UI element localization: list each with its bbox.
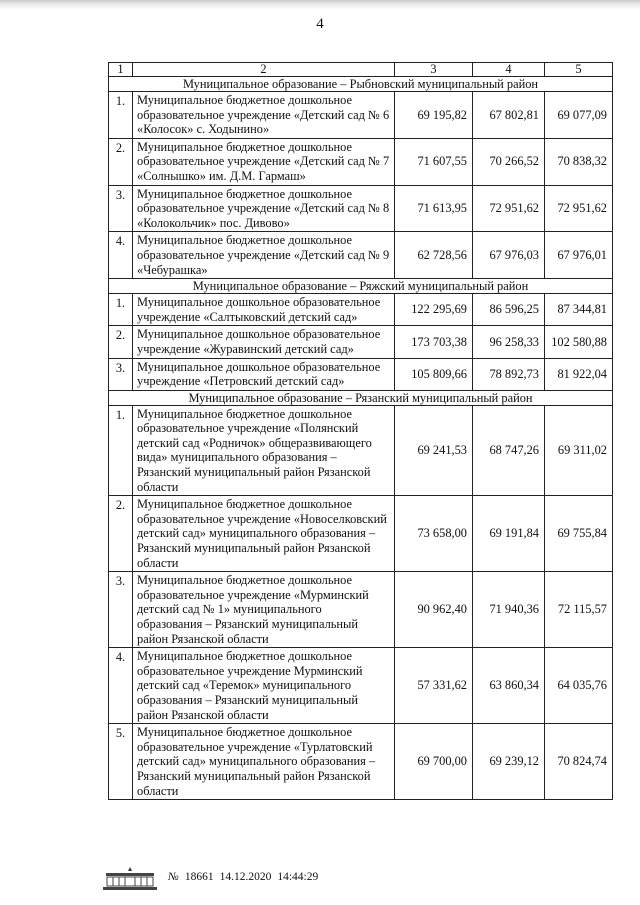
row-number: 3.: [109, 358, 133, 390]
section-header-row: [109, 279, 613, 294]
row-number: 1.: [109, 294, 133, 326]
doc-time: 14:44:29: [277, 871, 319, 883]
table-row: [109, 326, 613, 358]
value-column-4: 68 747,26: [473, 405, 545, 496]
value-column-4: 86 596,25: [473, 294, 545, 326]
column-number: 1: [109, 63, 133, 77]
institution-name: Муниципальное бюджетное дошкольное образовательное учреждение «Новоселковский детский сад» муниципального образования – Рязанский муниципальный район Рязанской области: [133, 496, 395, 572]
section-header-row: [109, 390, 613, 405]
value-column-5: 81 922,04: [545, 358, 613, 390]
row-number: 1.: [109, 405, 133, 496]
institution-name: Муниципальное бюджетное дошкольное образовательное учреждение «Турлатовский детский сад» муниципального образования – Рязанский муниципальный район Рязанской области: [133, 724, 395, 800]
table-row: [109, 138, 613, 185]
section-header-row: [109, 77, 613, 92]
value-column-5: 87 344,81: [545, 294, 613, 326]
value-column-5: 67 976,01: [545, 232, 613, 279]
value-column-3: 69 700,00: [395, 724, 473, 800]
table-row: [109, 92, 613, 139]
value-column-5: 69 311,02: [545, 405, 613, 496]
row-number: 5.: [109, 724, 133, 800]
section-title: Муниципальное образование – Ряжский муниципальный район: [109, 279, 613, 294]
document-registration: [168, 871, 324, 883]
table-row: [109, 185, 613, 232]
value-column-4: 69 191,84: [473, 496, 545, 572]
row-number: 3.: [109, 185, 133, 232]
column-number: 5: [545, 63, 613, 77]
institution-name: Муниципальное дошкольное образовательное учреждение «Журавинский детский сад»: [133, 326, 395, 358]
value-column-4: 69 239,12: [473, 724, 545, 800]
value-column-5: 69 077,09: [545, 92, 613, 139]
institution-name: Муниципальное дошкольное образовательное учреждение «Салтыковский детский сад»: [133, 294, 395, 326]
row-number: 2.: [109, 496, 133, 572]
row-number: 2.: [109, 138, 133, 185]
value-column-5: 72 115,57: [545, 572, 613, 648]
table-row: [109, 232, 613, 279]
value-column-3: 71 607,55: [395, 138, 473, 185]
page-number: 4: [316, 16, 324, 32]
table-row: [109, 294, 613, 326]
row-number: 2.: [109, 326, 133, 358]
value-column-3: 105 809,66: [395, 358, 473, 390]
value-column-3: 122 295,69: [395, 294, 473, 326]
column-number-row: [109, 63, 613, 77]
value-column-3: 90 962,40: [395, 572, 473, 648]
institution-name: Муниципальное бюджетное дошкольное образовательное учреждение Мурминский детский сад «Теремок» муниципального образования – Рязанский муниципальный район Рязанской области: [133, 648, 395, 724]
institution-name: Муниципальное бюджетное дошкольное образовательное учреждение «Полянский детский сад «Родничок» общеразвивающего вида» муниципального образования – Рязанский муниципальный район Рязанской области: [133, 405, 395, 496]
table-row: [109, 724, 613, 800]
scan-edge: [0, 0, 640, 14]
value-column-5: 64 035,76: [545, 648, 613, 724]
row-number: 3.: [109, 572, 133, 648]
row-number: 4.: [109, 648, 133, 724]
value-column-5: 70 838,32: [545, 138, 613, 185]
section-title: Муниципальное образование – Рыбновский муниципальный район: [109, 77, 613, 92]
value-column-4: 71 940,36: [473, 572, 545, 648]
section-title: Муниципальное образование – Рязанский муниципальный район: [109, 390, 613, 405]
table-row: [109, 405, 613, 496]
value-column-3: 69 241,53: [395, 405, 473, 496]
value-column-3: 57 331,62: [395, 648, 473, 724]
value-column-3: 173 703,38: [395, 326, 473, 358]
table-row: [109, 496, 613, 572]
value-column-4: 63 860,34: [473, 648, 545, 724]
doc-number: 18661: [184, 871, 214, 883]
value-column-5: 72 951,62: [545, 185, 613, 232]
column-number: 3: [395, 63, 473, 77]
row-number: 1.: [109, 92, 133, 139]
footer: [100, 860, 520, 892]
value-column-4: 67 976,03: [473, 232, 545, 279]
value-column-5: 102 580,88: [545, 326, 613, 358]
table-row: [109, 358, 613, 390]
value-column-4: 70 266,52: [473, 138, 545, 185]
institution-name: Муниципальное бюджетное дошкольное образовательное учреждение «Мурминский детский сад № 1» муниципального образования – Рязанский муниципальный район Рязанской области: [133, 572, 395, 648]
row-number: 4.: [109, 232, 133, 279]
institution-name: Муниципальное бюджетное дошкольное образовательное учреждение «Детский сад № 7 «Солнышко» им. Д.М. Гармаш»: [133, 138, 395, 185]
value-column-3: 69 195,82: [395, 92, 473, 139]
table-row: [109, 648, 613, 724]
value-column-5: 70 824,74: [545, 724, 613, 800]
institution-name: Муниципальное бюджетное дошкольное образовательное учреждение «Детский сад № 6 «Колосок» с. Ходынино»: [133, 92, 395, 139]
value-column-3: 62 728,56: [395, 232, 473, 279]
value-column-5: 69 755,84: [545, 496, 613, 572]
value-column-4: 67 802,81: [473, 92, 545, 139]
doc-number-mark: №: [168, 871, 179, 883]
doc-date: 14.12.2020: [219, 871, 272, 883]
institution-name: Муниципальное бюджетное дошкольное образовательное учреждение «Детский сад № 9 «Чебурашка»: [133, 232, 395, 279]
column-number: 2: [133, 63, 395, 77]
value-column-3: 71 613,95: [395, 185, 473, 232]
value-column-4: 96 258,33: [473, 326, 545, 358]
value-column-3: 73 658,00: [395, 496, 473, 572]
budget-table: [108, 62, 613, 800]
institution-name: Муниципальное дошкольное образовательное учреждение «Петровский детский сад»: [133, 358, 395, 390]
value-column-4: 78 892,73: [473, 358, 545, 390]
building-stamp-icon: [100, 866, 160, 892]
institution-name: Муниципальное бюджетное дошкольное образовательное учреждение «Детский сад № 8 «Колокольчик» пос. Дивово»: [133, 185, 395, 232]
value-column-4: 72 951,62: [473, 185, 545, 232]
column-number: 4: [473, 63, 545, 77]
table-row: [109, 572, 613, 648]
